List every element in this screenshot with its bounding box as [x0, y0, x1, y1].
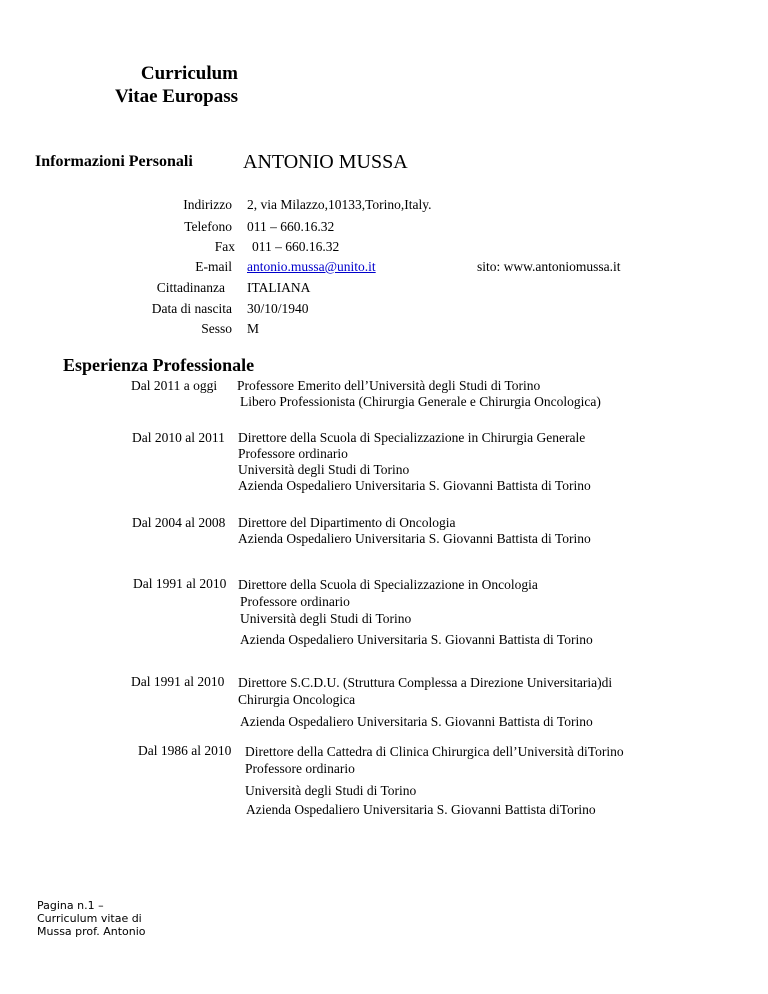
experience-entry — [245, 743, 624, 818]
experience-period: Dal 1991 al 2010 — [131, 674, 225, 689]
experience-period: Dal 2011 a oggi — [131, 378, 218, 393]
entry-line: Azienda Ospedaliero Universitaria S. Giovanni Battista di Torino — [238, 531, 591, 546]
field-label-birthdate: Data di nascita — [151, 301, 232, 316]
document-title-line2: Vitae Europass — [115, 86, 238, 107]
entry-line: Professore ordinario — [245, 761, 355, 776]
entry-line: Università degli Studi di Torino — [245, 783, 417, 798]
person-name: ANTONIO MUSSA — [243, 151, 408, 173]
field-value-phone: 011 – 660.16.32 — [247, 219, 335, 234]
entry-line: Azienda Ospedaliero Universitaria S. Giovanni Battista di Torino — [238, 478, 591, 493]
field-value-birthdate: 30/10/1940 — [247, 301, 309, 316]
experience-period: Dal 1991 al 2010 — [133, 576, 227, 591]
entry-line: Chirurgia Oncologica — [238, 692, 356, 707]
entry-line: Università degli Studi di Torino — [240, 611, 412, 626]
footer-page-number: Pagina n.1 – — [37, 899, 104, 912]
email-link[interactable]: antonio.mussa@unito.it — [247, 259, 376, 274]
entry-line: Direttore della Cattedra di Clinica Chirurgica dell’Università diTorino — [245, 744, 624, 759]
entry-line: Azienda Ospedaliero Universitaria S. Giovanni Battista diTorino — [246, 802, 596, 817]
entry-line: Libero Professionista (Chirurgia Generale e Chirurgia Oncologica) — [240, 394, 601, 409]
entry-line: Direttore della Scuola di Specializzazione in Oncologia — [238, 577, 538, 592]
experience-heading: Esperienza Professionale — [63, 355, 255, 375]
experience-entry — [238, 515, 591, 547]
experience-entry — [238, 576, 593, 648]
experience-period: Dal 2010 al 2011 — [132, 430, 225, 445]
entry-line: Azienda Ospedaliero Universitaria S. Giovanni Battista di Torino — [240, 714, 593, 729]
entry-line: Direttore S.C.D.U. (Struttura Complessa a Direzione Universitaria)di — [238, 675, 613, 690]
document-title — [115, 62, 238, 108]
entry-line: Direttore del Dipartimento di Oncologia — [238, 515, 456, 530]
website-text: sito: www.antoniomussa.it — [477, 259, 621, 274]
field-label-phone: Telefono — [184, 219, 232, 234]
experience-entry — [238, 674, 612, 730]
field-label-fax: Fax — [214, 239, 235, 254]
entry-line: Direttore della Scuola di Specializzazione in Chirurgia Generale — [238, 430, 586, 445]
page-footer — [37, 899, 146, 938]
field-label-address: Indirizzo — [183, 197, 232, 212]
entry-line: Professore ordinario — [238, 446, 348, 461]
experience-entry — [238, 430, 591, 494]
document-title-line1: Curriculum — [140, 63, 238, 84]
field-value-fax: 011 – 660.16.32 — [252, 239, 340, 254]
field-value-sex: M — [247, 321, 260, 336]
entry-line: Azienda Ospedaliero Universitaria S. Giovanni Battista di Torino — [240, 632, 593, 647]
experience-period: Dal 2004 al 2008 — [132, 515, 226, 530]
field-label-sex: Sesso — [201, 321, 232, 336]
personal-info-label: Informazioni Personali — [35, 153, 193, 170]
field-value-address: 2, via Milazzo,10133,Torino,Italy. — [247, 197, 432, 212]
field-label-citizenship: Cittadinanza — [156, 280, 225, 295]
field-label-email: E-mail — [195, 259, 232, 274]
footer-line: Curriculum vitae di — [37, 912, 142, 925]
footer-line: Mussa prof. Antonio — [37, 925, 146, 938]
entry-line: Università degli Studi di Torino — [238, 462, 410, 477]
entry-line: Professore ordinario — [240, 594, 350, 609]
entry-line: Professore Emerito dell’Università degli Studi di Torino — [237, 378, 541, 393]
experience-period: Dal 1986 al 2010 — [138, 743, 232, 758]
field-value-citizenship: ITALIANA — [247, 280, 311, 295]
experience-entry — [237, 378, 601, 410]
